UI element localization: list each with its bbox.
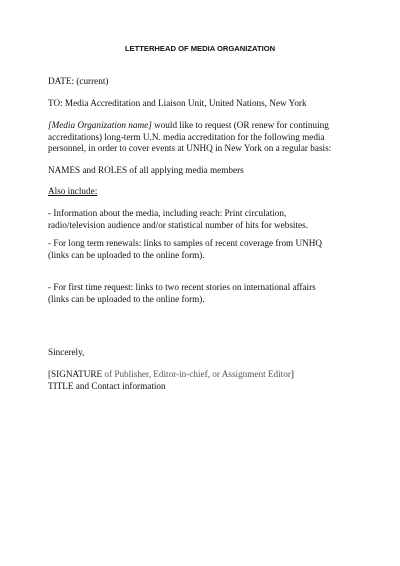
first-time-line-2: (links can be uploaded to the online form).	[48, 293, 205, 304]
renewals-line-1: - For long term renewals: links to samples of recent coverage from UNHQ	[48, 238, 323, 248]
title-contact-line: TITLE and Contact information	[48, 380, 166, 391]
signature-block	[48, 369, 366, 392]
names-roles-line: NAMES and ROLES of all applying media members	[48, 165, 244, 175]
signature-role: of Publisher, Editor-in-chief, or Assignment Editor	[104, 369, 291, 379]
media-info-item	[48, 208, 366, 231]
renewals-item	[48, 238, 366, 261]
date-line: DATE: (current)	[48, 76, 109, 86]
also-include-heading: Also include:	[48, 186, 98, 196]
first-time-item	[48, 282, 366, 305]
request-line-2: accreditations) long-term U.N. media accreditation for the following media	[48, 131, 325, 142]
request-line-3: personnel, in order to cover events at UNHQ in New York on a regular basis:	[48, 143, 332, 154]
renewals-line-2: (links can be uploaded to the online form).	[48, 249, 205, 260]
first-time-line-1: - For first time request: links to two recent stories on international affairs	[48, 282, 316, 292]
request-paragraph	[48, 120, 366, 155]
request-line-1	[48, 120, 366, 132]
recipient-line: TO: Media Accreditation and Liaison Unit, United Nations, New York	[48, 98, 307, 108]
signature-line	[48, 369, 366, 381]
media-info-line-2: radio/television audience and/or statistical number of hits for websites.	[48, 219, 308, 230]
organization-name-placeholder: [Media Organization name]	[48, 120, 152, 130]
signature-open: [SIGNATURE	[48, 369, 105, 379]
letterhead-heading: LETTERHEAD OF MEDIA ORGANIZATION	[124, 44, 276, 53]
signature-close: ]	[290, 369, 294, 379]
media-info-line-1: - Information about the media, including reach: Print circulation,	[48, 208, 287, 218]
closing-line: Sincerely,	[48, 347, 85, 357]
request-line-1-text: would like to request (OR renew for continuing	[151, 120, 329, 130]
